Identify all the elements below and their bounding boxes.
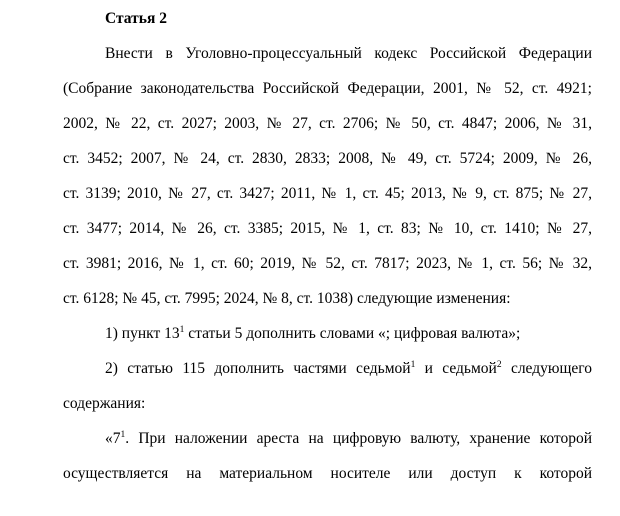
document-line: осуществляется на материальном носителе или доступ к которой (63, 465, 592, 482)
document-line: ст. 3981; 2016, № 1, ст. 60; 2019, № 52, ст. 7817; 2023, № 1, ст. 56; № 32, (63, 255, 592, 272)
document-line: (Собрание законодательства Российской Федерации, 2001, № 52, ст. 4921; (63, 80, 592, 97)
superscript: 2 (496, 360, 502, 370)
document-line: 2002, № 22, ст. 2027; 2003, № 27, ст. 2706; № 50, ст. 4847; 2006, № 31, (63, 115, 592, 132)
document-line: ст. 6128; № 45, ст. 7995; 2024, № 8, ст. 1038) следующие изменения: (63, 290, 511, 307)
superscript: 1 (120, 430, 126, 440)
superscript: 1 (179, 325, 185, 335)
document-line: ст. 3139; 2010, № 27, ст. 3427; 2011, № 1, ст. 45; 2013, № 9, ст. 875; № 27, (63, 185, 592, 202)
document-body (63, 1, 592, 491)
document-line: содержания: (63, 395, 146, 412)
document-lines (63, 36, 592, 491)
document-line: 2) статью 115 дополнить частями седьмой$^1$ и седьмой$^2$ следующего (105, 360, 592, 377)
document-line: Внести в Уголовно-процессуальный кодекс Российской Федерации (105, 45, 592, 62)
document-line: «$7^1$. При наложении ареста на цифровую валюту, хранение которой (105, 430, 592, 447)
document-line: ст. 3477; 2014, № 26, ст. 3385; 2015, № 1, ст. 83; № 10, ст. 1410; № 27, (63, 220, 592, 237)
article-heading: Статья 2 (105, 10, 167, 27)
superscript: 1 (410, 360, 416, 370)
document-line: 1) пункт $13^1$ статьи 5 дополнить словами «; цифровая валюта»; (105, 325, 521, 342)
document-line: ст. 3452; 2007, № 24, ст. 2830, 2833; 2008, № 49, ст. 5724; 2009, № 26, (63, 150, 592, 167)
